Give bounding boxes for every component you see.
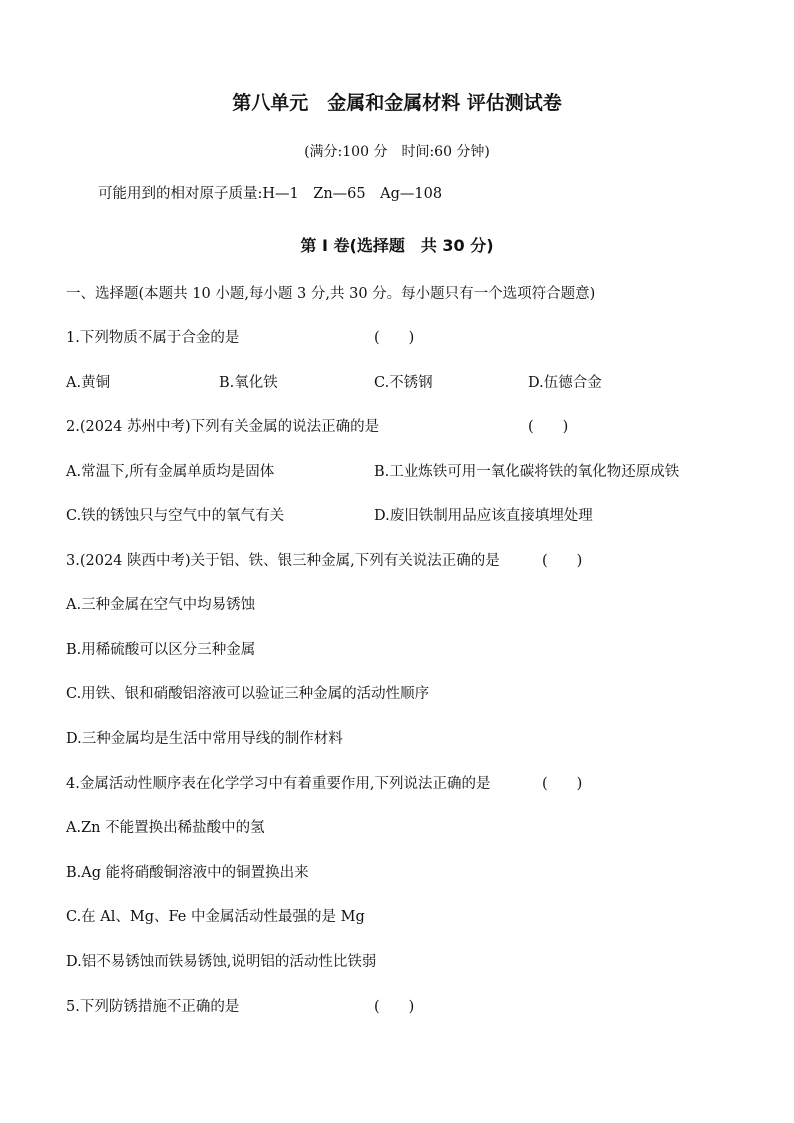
question-1-option-c: C.不锈钢 bbox=[374, 375, 433, 391]
question-4-option-a: A.Zn 不能置换出稀盐酸中的氢 bbox=[66, 820, 265, 836]
question-1-stem: 1.下列物质不属于合金的是 bbox=[66, 330, 240, 346]
section-title: 第 I 卷(选择题 共 30 分) bbox=[300, 236, 494, 255]
question-5-answer-paren: ( ) bbox=[374, 999, 415, 1015]
question-2-option-c: C.铁的锈蚀只与空气中的氧气有关 bbox=[66, 508, 285, 524]
page-title: 第八单元 金属和金属材料 评估测试卷 bbox=[232, 92, 562, 114]
section-instructions: 一、选择题(本题共 10 小题,每小题 3 分,共 30 分。每小题只有一个选项符合题意) bbox=[66, 286, 596, 302]
question-2-option-d: D.废旧铁制用品应该直接填埋处理 bbox=[374, 508, 593, 524]
question-1-option-b: B.氧化铁 bbox=[219, 375, 278, 391]
question-4-option-b: B.Ag 能将硝酸铜溶液中的铜置换出来 bbox=[66, 865, 309, 881]
question-4-option-c: C.在 Al、Mg、Fe 中金属活动性最强的是 Mg bbox=[66, 909, 365, 925]
question-5-stem: 5.下列防锈措施不正确的是 bbox=[66, 999, 240, 1015]
question-3-answer-paren: ( ) bbox=[542, 553, 583, 569]
question-4-answer-paren: ( ) bbox=[542, 776, 583, 792]
question-2-option-a: A.常温下,所有金属单质均是固体 bbox=[66, 464, 275, 480]
question-3-stem: 3.(2024 陕西中考)关于铝、铁、银三种金属,下列有关说法正确的是 bbox=[66, 553, 500, 569]
question-4-option-d: D.铝不易锈蚀而铁易锈蚀,说明铝的活动性比铁弱 bbox=[66, 954, 377, 970]
question-4-stem: 4.金属活动性顺序表在化学学习中有着重要作用,下列说法正确的是 bbox=[66, 776, 491, 792]
atomic-masses-note: 可能用到的相对原子质量:H—1 Zn—65 Ag—108 bbox=[98, 186, 443, 202]
question-3-option-b: B.用稀硫酸可以区分三种金属 bbox=[66, 642, 256, 658]
question-2-answer-paren: ( ) bbox=[528, 419, 569, 435]
question-1-option-a: A.黄铜 bbox=[66, 375, 111, 391]
question-3-option-a: A.三种金属在空气中均易锈蚀 bbox=[66, 597, 256, 613]
question-1-option-d: D.伍德合金 bbox=[528, 375, 602, 391]
question-3-option-c: C.用铁、银和硝酸铝溶液可以验证三种金属的活动性顺序 bbox=[66, 686, 430, 702]
exam-meta: (满分:100 分 时间:60 分钟) bbox=[304, 144, 490, 160]
question-2-stem: 2.(2024 苏州中考)下列有关金属的说法正确的是 bbox=[66, 419, 380, 435]
question-3-option-d: D.三种金属均是生活中常用导线的制作材料 bbox=[66, 731, 343, 747]
question-2-option-b: B.工业炼铁可用一氧化碳将铁的氧化物还原成铁 bbox=[374, 464, 680, 480]
question-1-answer-paren: ( ) bbox=[374, 330, 415, 346]
